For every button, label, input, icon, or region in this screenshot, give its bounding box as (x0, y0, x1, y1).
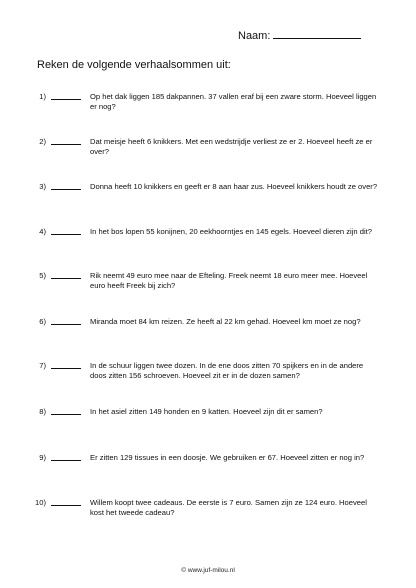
footer-credit: © www.juf-milou.nl (181, 567, 235, 574)
exercise-text: Donna heeft 10 knikkers en geeft er 8 aan haar zus. Hoeveel knikkers houdt ze over? (90, 182, 378, 191)
answer-blank-line (51, 505, 81, 506)
exercise-number: 6) (39, 317, 46, 326)
answer-blank-line (51, 460, 81, 461)
exercise-number: 4) (39, 227, 46, 236)
exercise-number: 1) (39, 92, 46, 101)
answer-blank-line (51, 414, 81, 415)
exercise-number: 3) (39, 182, 46, 191)
exercise-text: Er zitten 129 tissues in een doosje. We gebruiken er 67. Hoeveel zitten er nog in? (90, 453, 365, 462)
exercise-text: Willem koopt twee cadeaus. De eerste is 7 euro. Samen zijn ze 124 euro. Hoeveel kost het tweede cadeau? (90, 498, 367, 517)
name-blank-line (273, 28, 361, 39)
answer-blank-line (51, 324, 81, 325)
exercise-text: Miranda moet 84 km reizen. Ze heeft al 22 km gehad. Hoeveel km moet ze nog? (90, 317, 361, 326)
exercise-text: In de schuur liggen twee dozen. In de ene doos zitten 70 spijkers en in de andere doos zitten 156 schroeven. Hoeveel zit er in de dozen samen? (90, 361, 364, 380)
exercise-text: In het bos lopen 55 konijnen, 20 eekhoorntjes en 145 egels. Hoeveel dieren zijn dit? (90, 227, 373, 236)
answer-blank-line (51, 368, 81, 369)
answer-blank-line (51, 144, 81, 145)
exercise-number: 2) (39, 137, 46, 146)
name-label: Naam: (238, 30, 271, 42)
exercise-number: 7) (39, 361, 46, 370)
exercise-text: Dat meisje heeft 6 knikkers. Met een wedstrijdje verliest ze er 2. Hoeveel heeft ze er over? (90, 137, 373, 156)
exercise-number: 5) (39, 271, 46, 280)
name-field-row (238, 28, 361, 42)
answer-blank-line (51, 278, 81, 279)
answer-blank-line (51, 99, 81, 100)
exercise-text: Rik neemt 49 euro mee naar de Efteling. Freek neemt 18 euro meer mee. Hoeveel euro heeft Freek bij zich? (90, 271, 368, 290)
answer-blank-line (51, 234, 81, 235)
instruction-text: Reken de volgende verhaalsommen uit: (37, 59, 231, 71)
answer-blank-line (51, 189, 81, 190)
exercise-number: 10) (35, 498, 46, 507)
exercise-number: 8) (39, 407, 46, 416)
exercise-number: 9) (39, 453, 46, 462)
exercise-text: Op het dak liggen 185 dakpannen. 37 vallen eraf bij een zware storm. Hoeveel liggen er nog? (90, 92, 377, 111)
exercise-text: In het asiel zitten 149 honden en 9 katten. Hoeveel zijn dit er samen? (90, 407, 323, 416)
